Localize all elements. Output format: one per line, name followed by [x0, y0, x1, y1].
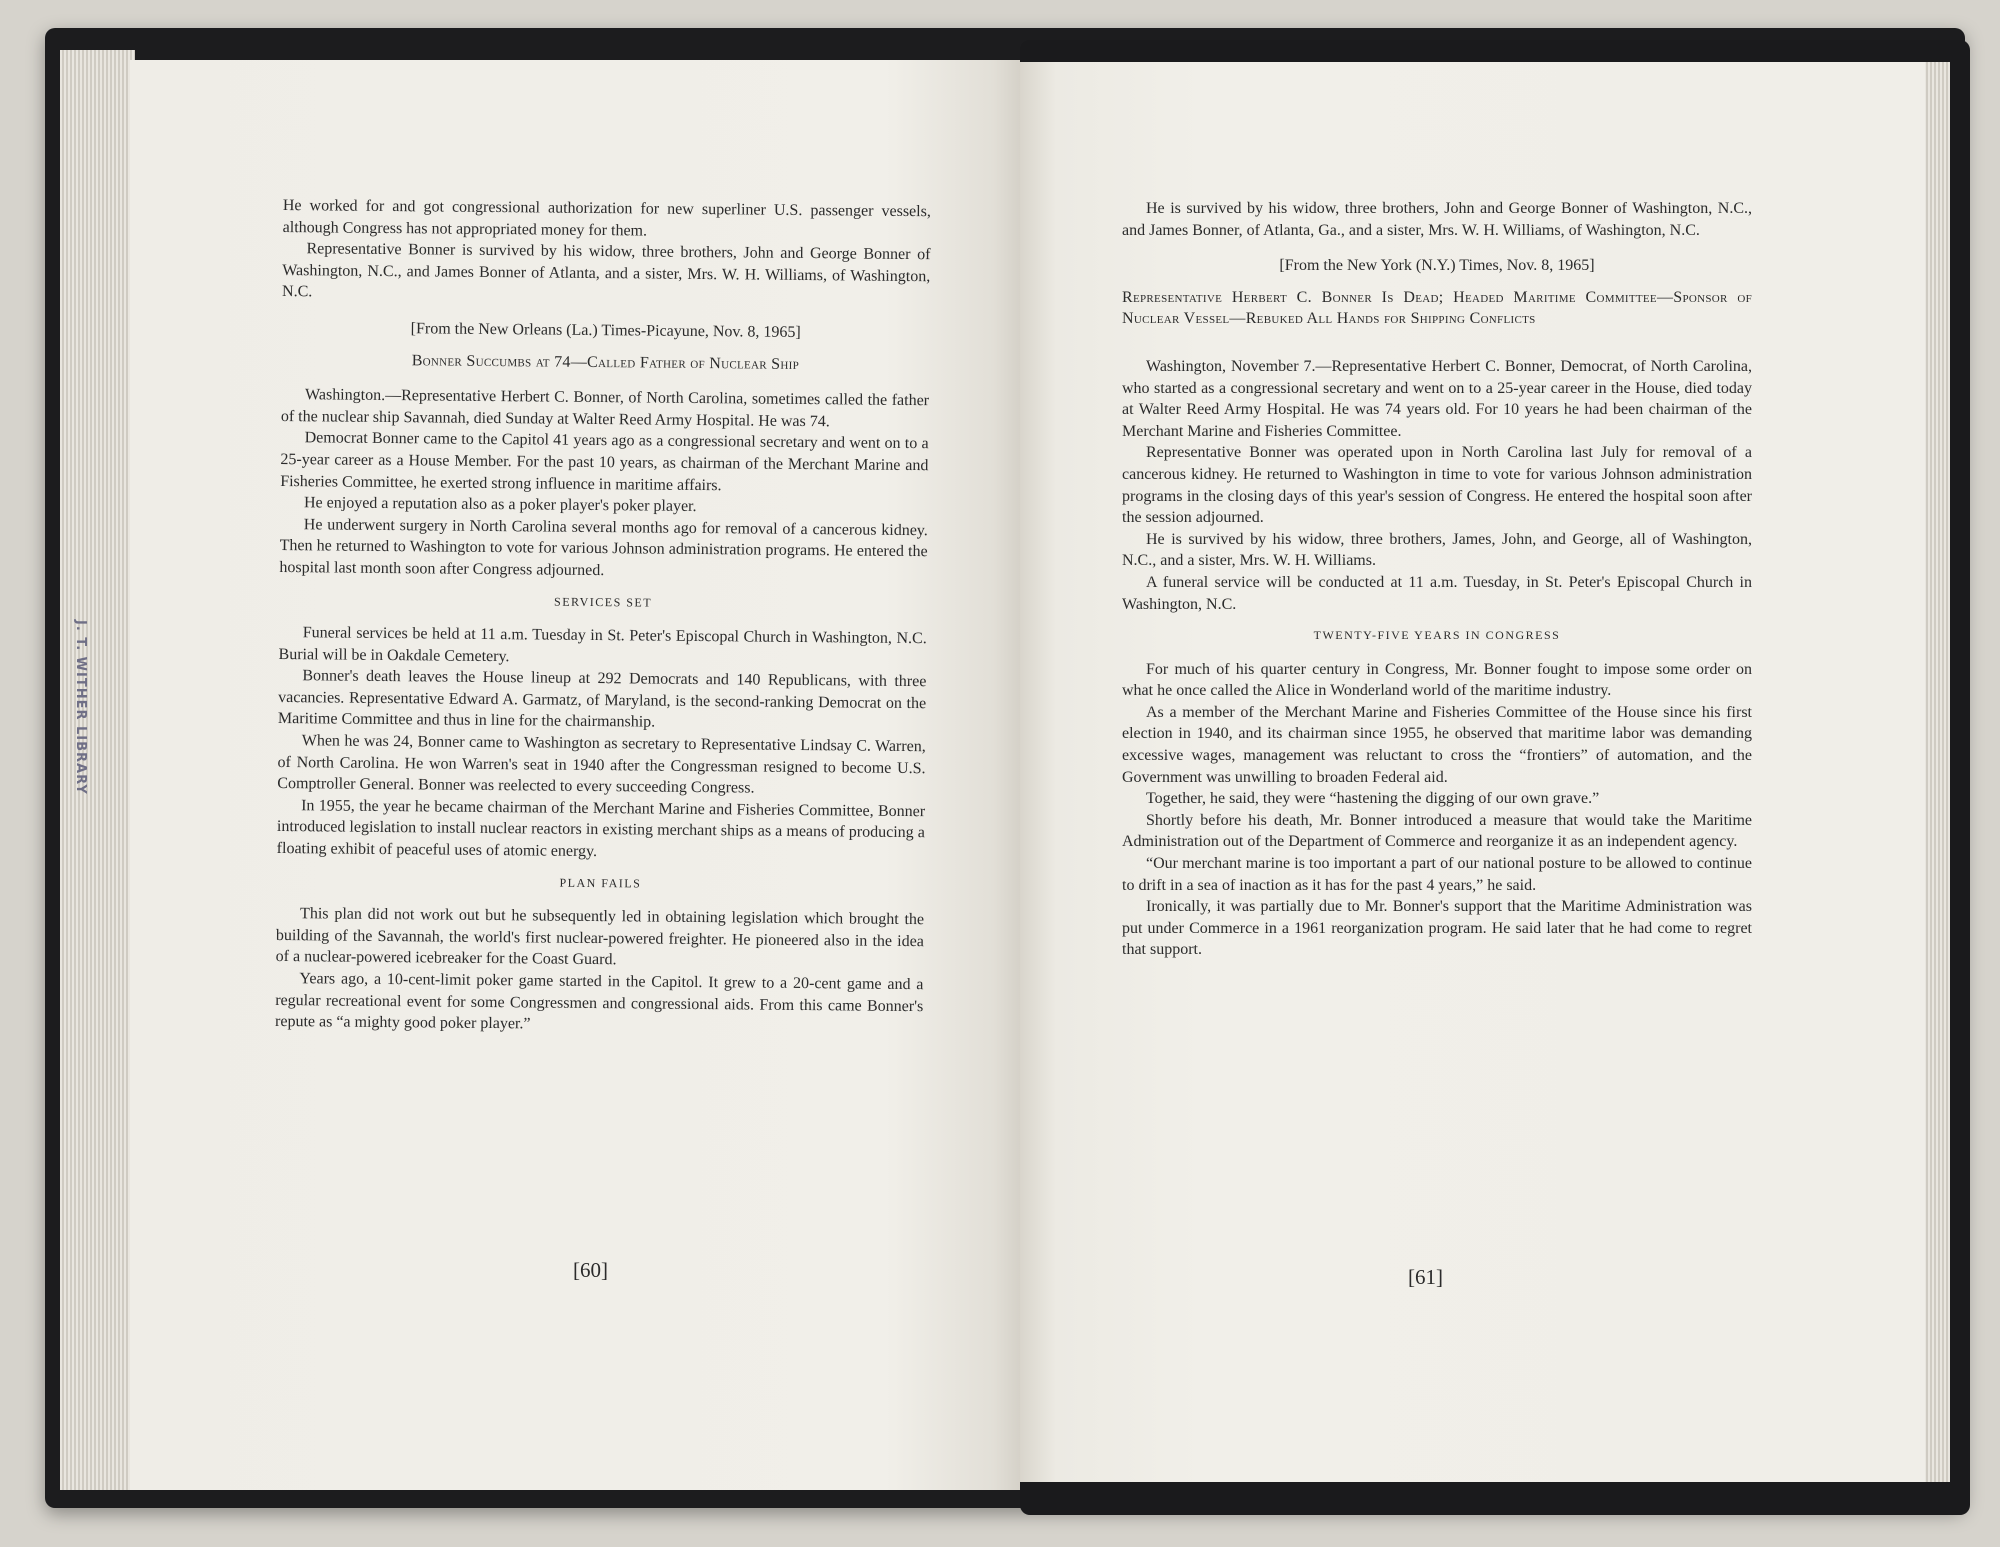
paragraph: A funeral service will be conducted at 11 a.m. Tuesday, in St. Peter's Episcopal Church in Washington, N.C.: [1122, 573, 1752, 613]
paragraph: He enjoyed a reputation also as a poker player's poker player.: [303, 494, 697, 516]
paragraph: He underwent surgery in North Carolina several months ago for removal of a cancerous kidney. Then he returned to Washington to vote for various Johnson administration programs. He entered the hospital last month soon after Congress adjourned.: [279, 515, 928, 580]
paragraph: For much of his quarter century in Congress, Mr. Bonner fought to impose some order on what he once called the Alice in Wonderland world of the maritime industry.: [1122, 660, 1752, 700]
paragraph: Shortly before his death, Mr. Bonner introduced a measure that would take the Maritime Administration out of the Department of Commerce and reorganize it as an independent agency.: [1122, 811, 1752, 851]
article-headline: Bonner Succumbs at 74—Called Father of Nuclear Ship: [411, 351, 800, 373]
library-stamp: J. T. WITHER LIBRARY: [73, 620, 88, 795]
spacer: [1122, 344, 1752, 356]
paragraph: Together, he said, they were “hastening the digging of our own grave.”: [1146, 790, 1600, 808]
paragraph: He worked for and got congressional authorization for new superliner U.S. passenger vessels, although Congress has not appropriated money for them.: [282, 196, 931, 240]
paragraph: In 1955, the year he became chairman of the Merchant Marine and Fisheries Committee, Bonner introduced legislation to install nuclear reactors in existing merchant ships as a means of producing a floating exhibit of peaceful uses of atomic energy.: [276, 797, 926, 861]
left-page-text: [275, 195, 931, 1039]
page-edges-left: [60, 50, 135, 1490]
paragraph: This plan did not work out but he subsequently led in obtaining legislation which brought the building of the Savannah, the world's first nuclear-powered freighter. He pioneered also in the idea of a nuclear-powered icebreaker for the Coast Guard.: [275, 905, 925, 969]
paragraph: “Our merchant marine is too important a part of our national posture to be allowed to continue to drift in a sea of inaction as it has for the past 4 years,” he said.: [1122, 855, 1752, 894]
paragraph: He is survived by his widow, three brothers, James, John, and George, all of Washington, N.C., and a sister, Mrs. W. H. Williams.: [1122, 530, 1752, 570]
paragraph: Funeral services be held at 11 a.m. Tuesday in St. Peter's Episcopal Church in Washington, N.C. Burial will be in Oakdale Cemetery.: [278, 624, 927, 665]
article-source: [From the New York (N.Y.) Times, Nov. 8, 1965]: [1279, 257, 1595, 275]
left-top-paragraphs: [282, 195, 931, 309]
paragraph: When he was 24, Bonner came to Washington as secretary to Representative Lindsay C. Warren, of North Carolina. He won Warren's seat in 1940 after the Congressman resigned to become U.S. Comptroller General. Bonner was reelected to every succeeding Congress.: [277, 732, 926, 797]
paragraph: Democrat Bonner came to the Capitol 41 years ago as a congressional secretary and went on to a 25-year career as a House Member. For the past 10 years, as chairman of the Merchant Marine and Fisheries Committee, he exerted strong influence in maritime affairs.: [280, 429, 929, 494]
section-heading: SERVICES SET: [554, 594, 653, 610]
page-number: [61]: [1408, 1265, 1443, 1289]
section-heading: TWENTY-FIVE YEARS IN CONGRESS: [1313, 628, 1561, 643]
paragraph: Washington.—Representative Herbert C. Bonner, of North Carolina, sometimes called the father of the nuclear ship Savannah, died Sunday at Walter Reed Army Hospital. He was 74.: [280, 386, 930, 431]
paragraph: Washington, November 7.—Representative Herbert C. Bonner, Democrat, of North Carolina, who started as a congressional secretary and went on to a 25-year career in the House, died today at Walter Reed Army Hospital. He was 74 years old. For 10 years he had been chairman of the Merchant Marine and Fisheries Committee.: [1122, 357, 1752, 440]
paragraph: Representative Bonner is survived by his widow, three brothers, John and George Bonner of Washington, N.C., and James Bonner of Atlanta, and a sister, Mrs. W. H. Williams, of Washington, N.C.: [281, 240, 931, 301]
paragraph: Years ago, a 10-cent-limit poker game started in the Capitol. It grew to a 20-cent game and a regular recreational event for some Congressmen and congressional aids. From this came Bonner's repute as “a mighty good poker player.”: [274, 970, 924, 1033]
paragraph: Ironically, it was partially due to Mr. Bonner's support that the Maritime Administration was put under Commerce in a 1961 reorganization program. He said later that he had come to regret that support.: [1122, 898, 1752, 959]
article-headline: Representative Herbert C. Bonner Is Dead; Headed Maritime Committee—Sponsor of Nuclear Vessel—Rebuked All Hands for Shipping Conflicts: [1122, 288, 1752, 328]
right-page-text: [1122, 198, 1752, 961]
paragraph: As a member of the Merchant Marine and Fisheries Committee of the House since his first election in 1940, and its chairman since 1955, he observed that maritime labor was demanding excessive wages, management was reluctant to cross the “frontiers” of automation, and the Government was unwilling to broaden Federal aid.: [1122, 703, 1752, 786]
paragraph: He is survived by his widow, three brothers, John and George Bonner of Washington, N.C., and James Bonner, of Atlanta, Ga., and a sister, Mrs. W. H. Williams, of Washington, N.C.: [1122, 200, 1752, 239]
section-heading: PLAN FAILS: [559, 875, 642, 891]
paragraph: Bonner's death leaves the House lineup at 292 Democrats and 140 Republicans, with three vacancies. Representative Edward A. Garmatz, of Maryland, is the second-ranking Democrat on the Maritime Committee and thus in line for the chairmanship.: [277, 667, 927, 732]
article-source: [From the New Orleans (La.) Times-Picayune, Nov. 8, 1965]: [410, 320, 801, 341]
page-number: [60]: [573, 1258, 608, 1282]
paragraph: Representative Bonner was operated upon in North Carolina last July for removal of a cancerous kidney. He returned to Washington in time to vote for various Johnson administration programs in the closing days of this year's session of Congress. He entered the hospital soon after the session adjourned.: [1122, 444, 1752, 527]
